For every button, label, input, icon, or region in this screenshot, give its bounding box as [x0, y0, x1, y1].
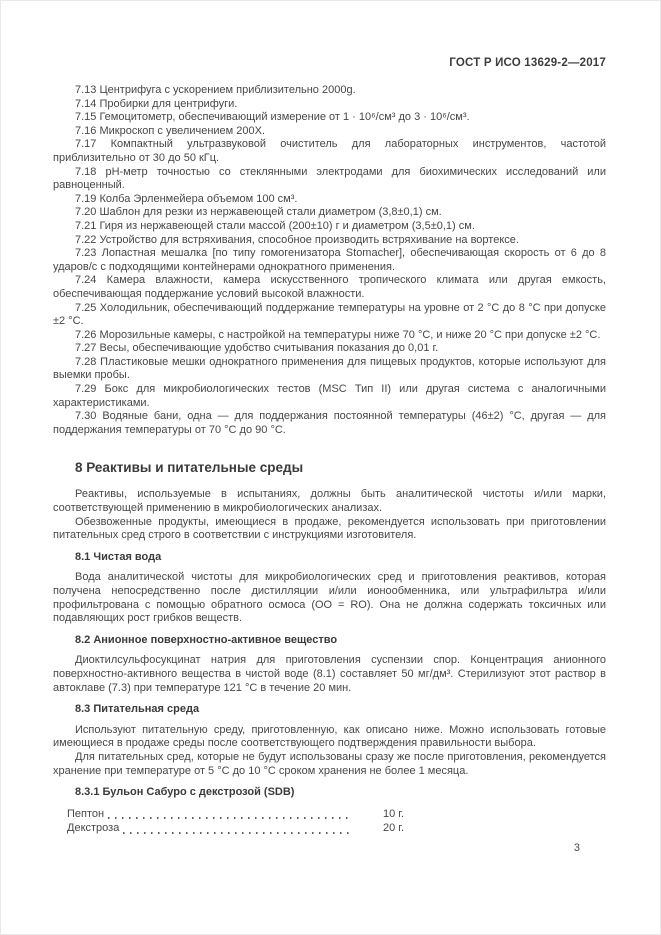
paragraph-7-14: 7.14 Пробирки для центрифуги.	[75, 97, 238, 110]
ingredient-amount: 20 г.	[383, 822, 405, 835]
document-content	[1, 69, 660, 855]
paragraph-7-27: 7.27 Весы, обеспечивающие удобство считывания показания до 0,01 г.	[75, 342, 439, 355]
paragraph-7-26: 7.26 Морозильные камеры, с настройкой на температуры ниже 70 °C, и ниже 20 °C при допуске ±2 °C.	[75, 328, 601, 341]
ingredient-name: Пептон	[67, 807, 105, 820]
section-8-1-title: 8.1 Чистая вода	[75, 550, 162, 563]
dot-leader	[108, 817, 351, 819]
section-8-2-title: 8.2 Анионное поверхностно-активное вещество	[75, 633, 338, 646]
dot-leader	[123, 832, 351, 834]
paragraph-7-20: 7.20 Шаблон для резки из нержавеющей стали диаметром (3,8±0,1) см.	[75, 206, 442, 219]
page-number: 3	[573, 841, 580, 854]
paragraph-7-13: 7.13 Центрифуга с ускорением приблизительно 2000g.	[75, 84, 356, 96]
paragraph-7-18: 7.18 pH-метр точностью со стеклянными электродами для биохимических исследований или равноценный.	[53, 165, 606, 192]
ingredient-amount: 10 г.	[383, 807, 405, 820]
paragraph-7-16: 7.16 Микроскоп с увеличением 200X.	[75, 124, 266, 137]
paragraph-7-23: 7.23 Лопастная мешалка [по типу гомогенизатора Stomacher], обеспечивающая скорость от 6 до 8 ударов/с с подходящими контейнерами однократного применения.	[53, 247, 606, 273]
paragraph-7-24: 7.24 Камера влажности, камера искусственного тропического климата или другая емкость, обеспечивающая поддержание условий высокой влажности.	[53, 274, 606, 300]
section-8-intro-1: Реактивы, используемые в испытаниях, должны быть аналитической чистоты и/или марки, соответствующей применению в микробиологических анализах.	[53, 488, 606, 515]
paragraph-7-30: 7.30 Водяные бани, одна — для поддержания постоянной температуры (46±2) °C, другая — для поддержания температуры от 70 °C до 90 °C.	[53, 410, 606, 436]
page-header	[1, 1, 660, 69]
section-8-2-paragraph: Диоктилсульфосукцинат натрия для приготовления суспензии спор. Концентрация анионного поверхностно-активного вещества в чистой воде (8.1) составляет 50 мг/дм³. Стерилизуют этот раствор в автоклаве (7.3) при температуре 121 °C в течение 20 мин.	[53, 654, 606, 694]
section-8-3-1-title: 8.3.1 Бульон Сабуро с декстрозой (SDB)	[75, 786, 295, 799]
section-8-1-paragraph: Вода аналитической чистоты для микробиологических сред и приготовления реактивов, которая получена непосредственно после дистилляции и/или ионообменника, или ультрафильтра и/или профильтрована с помощью обратного осмоса (ОО = RO). Она не должна содержать токсичных или подавляющих рост грибков веществ.	[53, 571, 606, 625]
paragraph-7-28: 7.28 Пластиковые мешки однократного применения для пищевых продуктов, которые используют для выемки пробы.	[53, 355, 606, 382]
section-8-intro-2: Обезвоженные продукты, имеющиеся в продаже, рекомендуется использовать при приготовлении питательных сред строго в соответствии с инструкциями изготовителя.	[53, 515, 606, 542]
paragraph-7-15: 7.15 Гемоцитометр, обеспечивающий измерение от 1 · 10⁶/см³ до 3 · 10⁶/см³.	[75, 111, 470, 124]
paragraph-7-17: 7.17 Компактный ультразвуковой очиститель для лабораторных инструментов, частотой приблизительно от 30 до 50 кГц.	[53, 138, 606, 164]
standard-number: ГОСТ Р ИСО 13629-2—2017	[449, 57, 606, 69]
paragraph-7-22: 7.22 Устройство для встряхивания, способное производить встряхивание на вортексе.	[75, 233, 519, 246]
recipe-table	[53, 807, 606, 836]
section-8-3-paragraph-1: Используют питательную среду, приготовленную, как описано ниже. Можно использовать готовые имеющиеся в продаже среды после соответствующего подтверждения правильности выбора.	[53, 723, 606, 750]
section-8-3-paragraph-2: Для питательных сред, которые не будут использованы сразу же после приготовления, рекомендуется хранение при температуре от 5 °C до 10 °C сроком хранения не более 1 месяца.	[53, 750, 606, 777]
paragraph-7-25: 7.25 Холодильник, обеспечивающий поддержание температуры на уровне от 2 °C до 8 °C при допуске ±2 °C.	[53, 301, 606, 328]
section-8-title: 8 Реактивы и питательные среды	[75, 460, 304, 476]
section-8-3-title: 8.3 Питательная среда	[75, 703, 200, 716]
ingredient-name: Декстроза	[67, 822, 120, 835]
paragraph-7-21: 7.21 Гиря из нержавеющей стали массой (200±10) г и диаметром (3,5±0,1) см.	[75, 219, 475, 232]
paragraph-7-29: 7.29 Бокс для микробиологических тестов (MSC Тип II) или другая система с аналогичными характеристиками.	[53, 383, 606, 409]
recipe-row-pepton	[67, 807, 431, 822]
paragraph-7-19: 7.19 Колба Эрленмейера объемом 100 см³.	[75, 192, 298, 205]
recipe-row-dextrose	[67, 821, 431, 836]
